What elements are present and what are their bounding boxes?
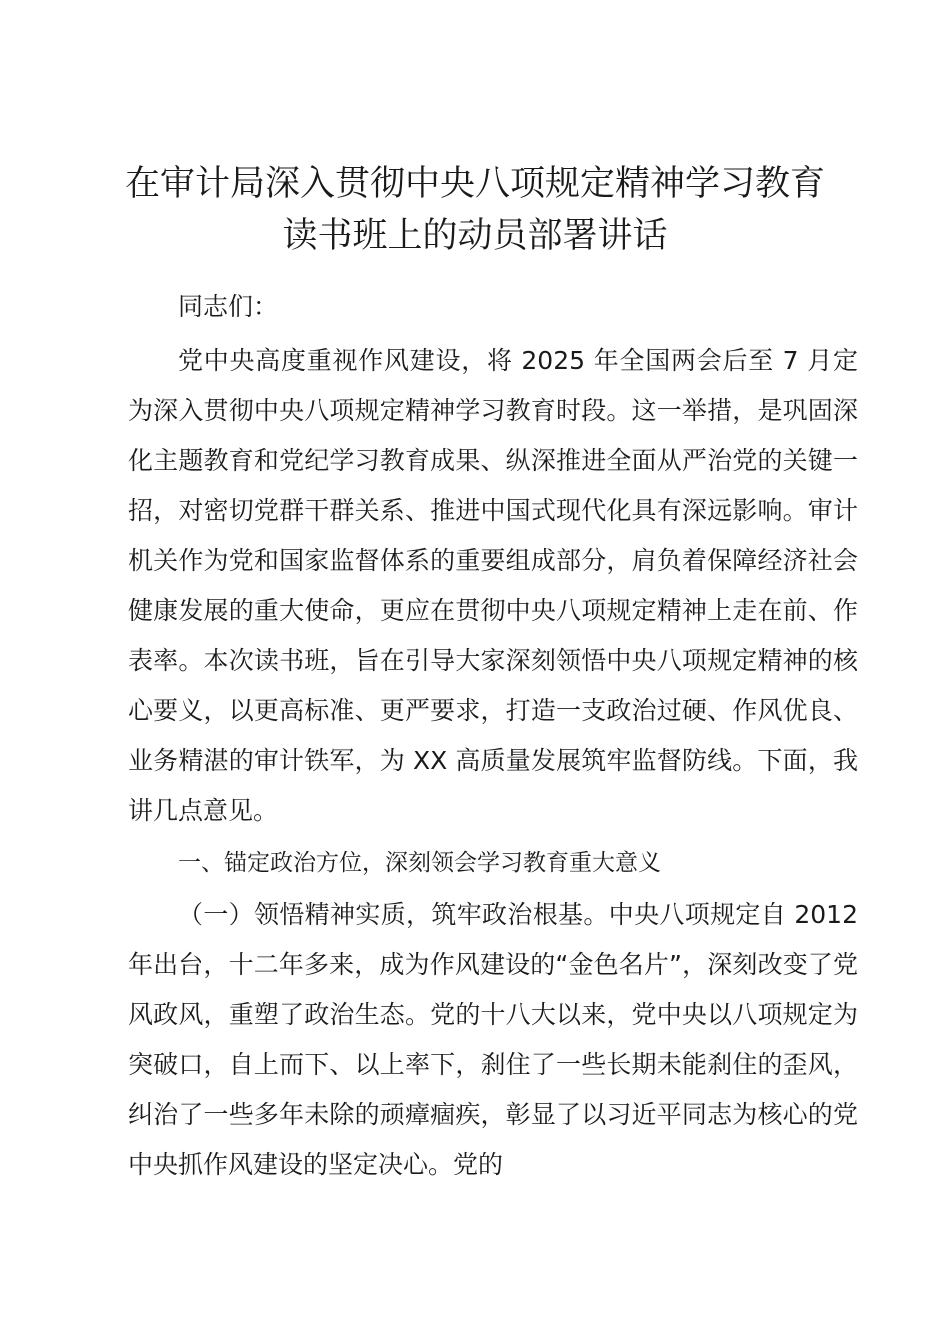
section-heading-1: 一、锚定政治方位，深刻领会学习教育重大意义 bbox=[178, 850, 661, 876]
document-title bbox=[110, 158, 840, 262]
body-paragraph-1: 党中央高度重视作风建设，将 2025 年全国两会后至 7 月定为深入贯彻中央八项规定精神学习教育时段。这一举措，是巩固深化主题教育和党纪学习教育成果、纵深推进全面从严治党的关键一招，对密切党群干群关系、推进中国式现代化具有深远影响。审计机关作为党和国家监督体系的重要组成部分，肩负着保障经济社会健康发展的重大使命，更应在贯彻中央八项规定精神上走在前、作表率。本次读书班，旨在引导大家深刻领悟中央八项规定精神的核心要义，以更高标准、更严要求，打造一支政治过硬、作风优良、业务精湛的审计铁军，为 XX 高质量发展筑牢监督防线。下面，我讲几点意见。 bbox=[128, 346, 858, 825]
document-body bbox=[128, 282, 858, 1190]
title-line-2: 读书班上的动员部署讲话 bbox=[282, 216, 668, 256]
body-paragraph-2: （一）领悟精神实质，筑牢政治根基。中央八项规定自 2012 年出台，十二年多来，成为作风建设的“金色名片”，深刻改变了党风政风，重塑了政治生态。党的十八大以来，党中央以八项规定为突破口，自上而下、以上率下，刹住了一些长期未能刹住的歪风，纠治了一些多年未除的顽瘴痼疾，彰显了以习近平同志为核心的党中央抓作风建设的坚定决心。党的 bbox=[128, 900, 858, 1179]
title-line-1: 在审计局深入贯彻中央八项规定精神学习教育 bbox=[124, 164, 825, 204]
salutation: 同志们： bbox=[178, 292, 279, 321]
